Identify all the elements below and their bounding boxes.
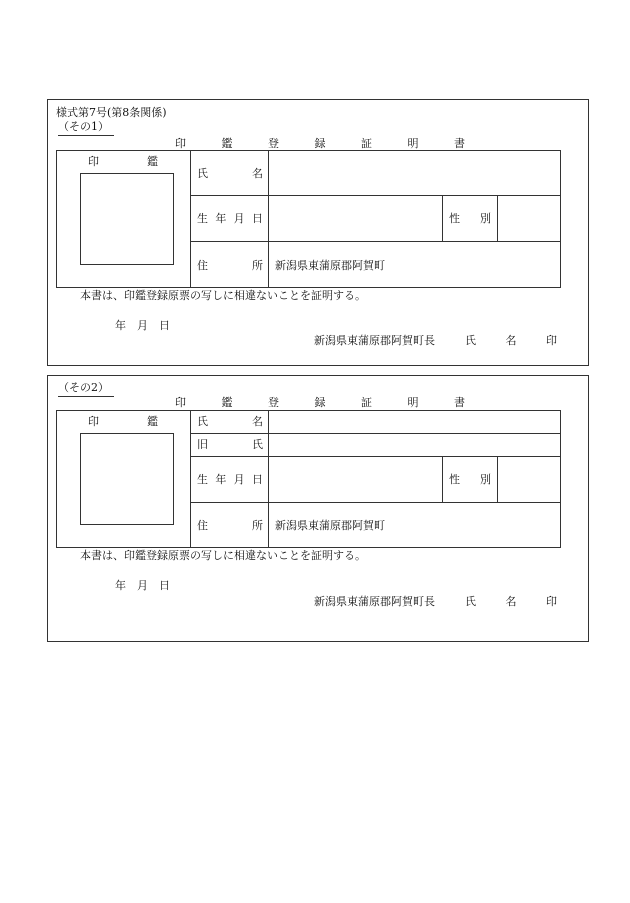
part-label-underline: [58, 396, 114, 397]
part-label-underline: [58, 135, 114, 136]
certificate-form-part2: [47, 375, 589, 642]
seal-stamp-box: [80, 173, 174, 265]
address-value: 新潟県東蒲原郡阿賀町: [275, 519, 385, 532]
certification-statement: 本書は、印鑑登録原票の写しに相違ないことを証明する。: [80, 289, 366, 302]
certificate-title: 印 鑑 登 録 証 明 書: [175, 396, 465, 409]
issuer-signature: 氏 名 印: [465, 334, 557, 347]
issue-date: 年 月 日: [115, 319, 170, 332]
issuer-name: 新潟県東蒲原郡阿賀町長: [314, 334, 435, 347]
certificate-form-part1: [47, 99, 589, 366]
seal-stamp-box: [80, 433, 174, 525]
certificate-title: 印 鑑 登 録 証 明 書: [175, 137, 465, 150]
address-label: 住 所: [197, 259, 263, 272]
part-label: （その1）: [58, 120, 109, 133]
seal-label: 印 鑑: [88, 415, 158, 428]
certification-statement: 本書は、印鑑登録原票の写しに相違ないことを証明する。: [80, 549, 366, 562]
former-name-label: 旧 氏: [197, 438, 263, 451]
birthdate-label: 生 年 月 日: [197, 212, 263, 225]
issuer-signature: 氏 名 印: [465, 595, 557, 608]
part-label: （その2）: [58, 381, 109, 394]
address-label: 住 所: [197, 519, 263, 532]
sex-label: 性 別: [449, 473, 491, 486]
birthdate-label: 生 年 月 日: [197, 473, 263, 486]
name-label: 氏 名: [197, 167, 263, 180]
form-number-header: 様式第7号(第8条関係): [56, 106, 167, 119]
issuer-name: 新潟県東蒲原郡阿賀町長: [314, 595, 435, 608]
sex-label: 性 別: [449, 212, 491, 225]
issue-date: 年 月 日: [115, 579, 170, 592]
name-label: 氏 名: [197, 415, 263, 428]
address-value: 新潟県東蒲原郡阿賀町: [275, 259, 385, 272]
seal-label: 印 鑑: [88, 155, 158, 168]
